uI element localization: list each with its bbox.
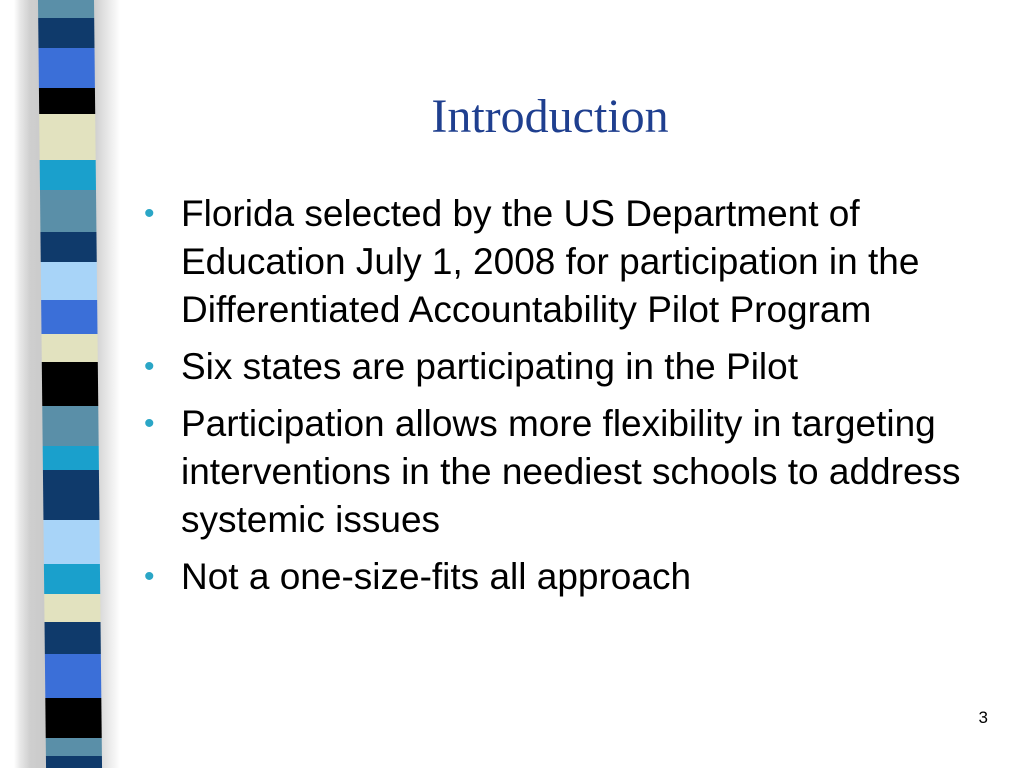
stripe-segment [40, 190, 96, 232]
decorative-stripe [38, 0, 102, 768]
bullet-text: Six states are participating in the Pilot [181, 346, 798, 387]
stripe-segment [44, 564, 100, 594]
stripe-segment [39, 88, 95, 114]
bullet-icon: • [144, 197, 155, 230]
stripe-segment [38, 0, 94, 18]
bullet-text: Florida selected by the US Department of Education July 1, 2008 for participation in the Differentiated Accountability Pilot Program [181, 193, 920, 330]
bullet-item [140, 343, 990, 391]
page-number: 3 [978, 708, 988, 727]
stripe-segment [40, 232, 96, 262]
stripe-segment [42, 362, 98, 406]
stripe-segment [45, 654, 101, 698]
stripe-segment [43, 520, 99, 564]
bullet-icon: • [144, 560, 155, 593]
stripe-segment [46, 738, 102, 756]
stripe-segment [40, 160, 96, 190]
bullet-item [140, 190, 990, 334]
stripe-segment [45, 622, 101, 654]
bullet-item [140, 553, 990, 601]
bullet-text: Not a one-size-fits all approach [181, 556, 692, 597]
stripe-segment [43, 446, 99, 470]
bullet-icon: • [144, 350, 155, 383]
bullet-text: Participation allows more flexibility in targeting interventions in the neediest schools to address systemic issues [181, 403, 961, 540]
stripe-segment [46, 756, 102, 768]
stripe-segment [41, 262, 97, 300]
slide-title: Introduction [431, 90, 669, 143]
stripe-segment [42, 406, 98, 446]
stripe-segment [45, 698, 101, 738]
stripe-segment [38, 18, 94, 48]
bullet-item [140, 400, 990, 544]
stripe-segment [41, 334, 97, 362]
stripe-segment [39, 48, 95, 88]
stripe-segment [39, 114, 95, 160]
bullet-icon: • [144, 407, 155, 440]
stripe-segment [41, 300, 97, 334]
bullet-list [140, 190, 990, 610]
stripe-segment [44, 594, 100, 622]
stripe-segment [43, 470, 100, 520]
